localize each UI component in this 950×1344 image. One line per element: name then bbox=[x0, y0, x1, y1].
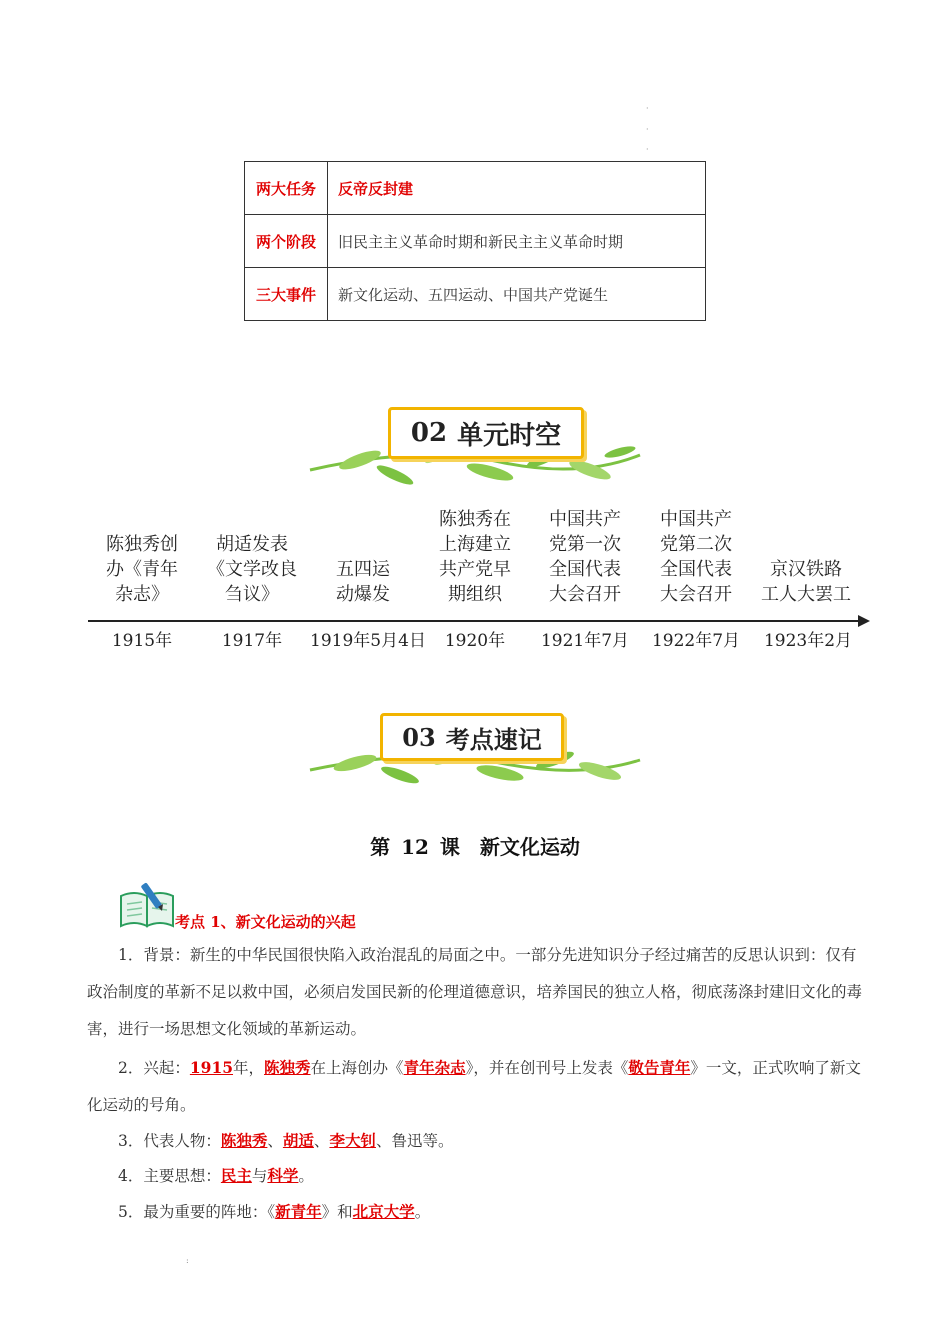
highlight-idea: 民主 bbox=[220, 1166, 252, 1185]
timeline-event: 中国共产 党第一次 全国代表 大会召开 bbox=[549, 509, 621, 605]
lesson-title: 第 12 课 新文化运动 bbox=[370, 835, 580, 859]
paragraph-rise bbox=[87, 1049, 863, 1124]
item-text: 年， bbox=[233, 1059, 265, 1077]
section-number: 02 bbox=[410, 418, 448, 448]
table-row bbox=[245, 268, 706, 321]
banner-title-box bbox=[380, 713, 564, 761]
section-title: 单元时空 bbox=[457, 420, 562, 451]
separator: 、 bbox=[313, 1132, 330, 1150]
timeline-event: 五四运 动爆发 bbox=[336, 559, 390, 605]
section-title: 考点速记 bbox=[445, 725, 542, 754]
dot-mark: · bbox=[646, 104, 649, 113]
item-label: 5．最为重要的阵地： bbox=[118, 1203, 268, 1221]
item-label: 3．代表人物： bbox=[118, 1132, 221, 1150]
item-text: 新生的中华民国很快陷入政治混乱的局面之中。一部分先进知识分子经过痛苦的反思认识到：仅有政治制度的革新不足以救中国，必须启发国民新的伦理道德意识，培养国民的独立人格，彻底荡涤封建旧文化的毒害，进行一场思想文化领域的革新运动。 bbox=[87, 946, 863, 1038]
item-text: 。 bbox=[298, 1167, 314, 1185]
highlight-essay: 敬告青年 bbox=[628, 1058, 691, 1077]
row-value: 新文化运动、五四运动、中国共产党诞生 bbox=[328, 268, 706, 321]
item-label: 2．兴起： bbox=[118, 1059, 190, 1077]
summary-table bbox=[244, 161, 706, 321]
highlight-base: 北京大学 bbox=[352, 1202, 415, 1221]
highlight-magazine: 青年杂志 bbox=[403, 1058, 466, 1077]
section-banner-02 bbox=[300, 400, 650, 490]
row-key: 两个阶段 bbox=[245, 215, 328, 268]
keypoint-title: 考点 1、新文化运动的兴起 bbox=[175, 913, 356, 931]
timeline-date: 1921年7月 bbox=[540, 631, 630, 651]
paragraph-base bbox=[87, 1193, 863, 1231]
item-text: 在上海创办《 bbox=[310, 1059, 404, 1077]
table-row bbox=[245, 215, 706, 268]
highlight-idea: 科学 bbox=[267, 1166, 299, 1185]
highlight-name: 李大钊 bbox=[329, 1131, 376, 1150]
item-label: 1．背景： bbox=[118, 946, 190, 964]
paragraph-figures bbox=[87, 1122, 863, 1160]
row-key: 两大任务 bbox=[245, 162, 328, 215]
paragraph-background bbox=[87, 937, 863, 1048]
highlight-year: 1915 bbox=[189, 1058, 234, 1077]
timeline-date: 1919年5月4日 bbox=[310, 631, 426, 651]
table-row bbox=[245, 162, 706, 215]
timeline-event: 胡适发表 《文学改良 刍议》 bbox=[207, 534, 297, 605]
item-text: 《 bbox=[267, 1203, 276, 1221]
banner-title-box bbox=[388, 407, 584, 459]
notebook-pen-icon bbox=[118, 880, 178, 930]
timeline-date: 1920年 bbox=[444, 631, 506, 651]
dot-mark: : bbox=[186, 1256, 189, 1265]
timeline-event: 中国共产 党第二次 全国代表 大会召开 bbox=[660, 509, 732, 605]
row-value: 反帝反封建 bbox=[328, 162, 706, 215]
item-text: 。 bbox=[414, 1203, 431, 1221]
timeline-date: 1917年 bbox=[221, 631, 283, 651]
highlight-person: 陈独秀 bbox=[264, 1058, 311, 1077]
row-value: 旧民主主义革命时期和新民主主义革命时期 bbox=[328, 215, 706, 268]
highlight-name: 陈独秀 bbox=[220, 1131, 268, 1150]
timeline-date: 1915年 bbox=[111, 631, 173, 651]
item-text: 》，并在创刊号上发表《 bbox=[465, 1059, 629, 1077]
item-text: 与 bbox=[251, 1167, 268, 1185]
paragraph-ideas bbox=[87, 1157, 863, 1195]
highlight-base: 新青年 bbox=[275, 1202, 322, 1221]
timeline-event: 陈独秀在 上海建立 共产党早 期组织 bbox=[439, 509, 511, 605]
timeline-date: 1923年2月 bbox=[763, 631, 853, 651]
item-text: 》一文，正式吹响了新文化运动的号角。 bbox=[87, 1059, 861, 1114]
item-text: 》和 bbox=[321, 1203, 353, 1221]
dot-mark: · bbox=[646, 145, 649, 154]
timeline-date: 1922年7月 bbox=[651, 631, 741, 651]
dot-mark: · bbox=[646, 125, 649, 134]
timeline-event: 陈独秀创 办《青年 杂志》 bbox=[106, 534, 178, 605]
separator: 、 bbox=[267, 1132, 283, 1150]
timeline-axis bbox=[88, 620, 860, 622]
section-number: 03 bbox=[402, 722, 436, 752]
item-label: 4．主要思想： bbox=[118, 1167, 221, 1185]
row-key: 三大事件 bbox=[245, 268, 328, 321]
timeline-event: 京汉铁路 工人大罢工 bbox=[761, 559, 851, 605]
item-text: 、鲁迅等。 bbox=[375, 1132, 454, 1150]
section-banner-03 bbox=[300, 705, 650, 790]
highlight-name: 胡适 bbox=[282, 1131, 314, 1150]
